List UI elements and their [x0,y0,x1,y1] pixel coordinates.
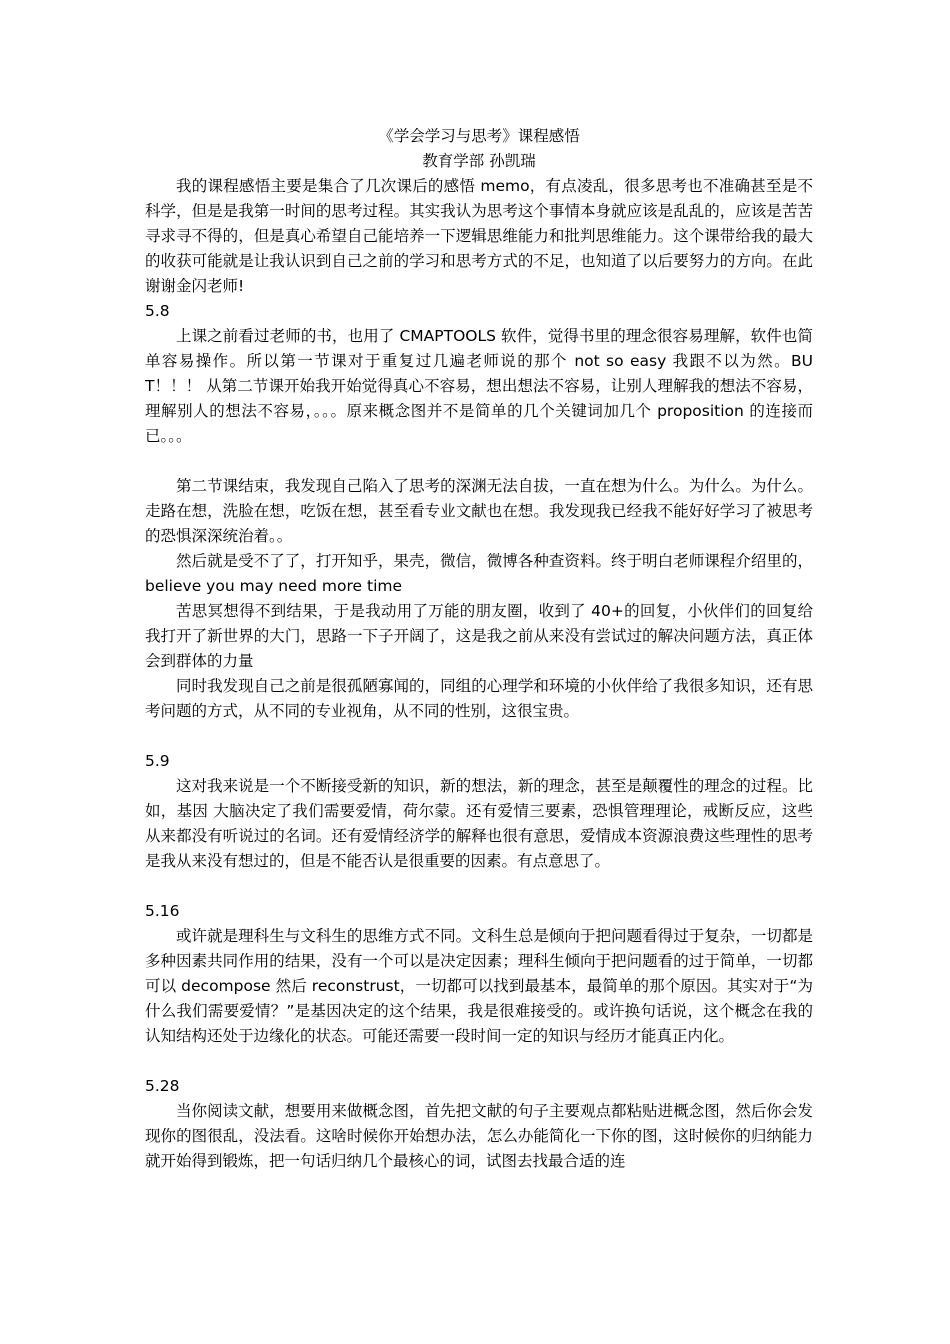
section-date: 5.28 [145,1077,180,1095]
blank-line [145,1049,813,1074]
section-paragraph: 第二节课结束，我发现自己陷入了思考的深渊无法自拔，一直在想为什么。为什么。为什么。走路在想，洗脸在想，吃饭在想，甚至看专业文献也在想。我发现我已经我不能好好学习了被思考的恐惧深深统治着。。 [145,477,813,545]
section-paragraph: 上课之前看过老师的书，也用了 CMAPTOOLS 软件，觉得书里的理念很容易理解，软件也简单容易操作。所以第一节课对于重复过几遍老师说的那个 not so easy 我跟不以为然。BUT！！！ 从第二节课开始我开始觉得真心不容易，想出想法不容易，让别人理解我的想法不容易，理解别人的想法不容易，。。。原来概念图并不是简单的几个关键词加几个 proposition 的连接而已。。。 [145,327,813,445]
intro-paragraph: 我的课程感悟主要是集合了几次课后的感悟 memo，有点凌乱，很多思考也不准确甚至是不科学，但是是我第一时间的思考过程。其实我认为思考这个事情本身就应该是乱乱的，应该是苦苦寻求寻不得的，但是真心希望自己能培养一下逻辑思维能力和批判思维能力。这个课带给我的最大的收获可能就是让我认识到自己之前的学习和思考方式的不足，也知道了以后要努力的方向。在此谢谢金闪老师! [145,177,813,295]
document-page [145,124,813,1174]
blank-line [145,449,813,474]
blank-line [145,874,813,899]
document-author: 教育学部 孙凯瑞 [422,152,536,170]
section-date: 5.9 [145,752,170,770]
section-paragraph: 然后就是受不了了，打开知乎，果壳，微信，微博各种查资料。终于明白老师课程介绍里的，believe you may need more time [145,552,813,595]
section-date: 5.8 [145,302,170,320]
section-paragraph: 或许就是理科生与文科生的思维方式不同。文科生总是倾向于把问题看得过于复杂，一切都是多种因素共同作用的结果，没有一个可以是决定因素；理科生倾向于把问题看的过于简单，一切都可以 decompose 然后 reconstrust，一切都可以找到最基本，最简单的那个原因。其实对于“为什么我们需要爱情？”是基因决定的这个结果，我是很难接受的。或许换句话说，这个概念在我的认知结构还处于边缘化的状态。可能还需要一段时间一定的知识与经历才能真正内化。 [145,927,813,1045]
section-date: 5.16 [145,902,180,920]
blank-line [145,724,813,749]
section-paragraph: 同时我发现自己之前是很孤陋寡闻的，同组的心理学和环境的小伙伴给了我很多知识，还有思考问题的方式，从不同的专业视角，从不同的性别，这很宝贵。 [145,677,813,720]
section-paragraph: 苦思冥想得不到结果，于是我动用了万能的朋友圈，收到了 40+的回复，小伙伴们的回复给我打开了新世界的大门，思路一下子开阔了，这是我之前从来没有尝试过的解决问题方法，真正体会到群体的力量 [145,602,813,670]
document-title: 《学会学习与思考》课程感悟 [378,127,580,145]
section-paragraph: 这对我来说是一个不断接受新的知识，新的想法，新的理念，甚至是颠覆性的理念的过程。比如，基因 大脑决定了我们需要爱情，荷尔蒙。还有爱情三要素，恐惧管理理论，戒断反应，这些从来都没有听说过的名词。还有爱情经济学的解释也很有意思，爱情成本资源浪费这些理性的思考是我从来没有想过的，但是不能否认是很重要的因素。有点意思了。 [145,777,813,870]
section-paragraph: 当你阅读文献，想要用来做概念图，首先把文献的句子主要观点都粘贴进概念图，然后你会发现你的图很乱，没法看。这啥时候你开始想办法，怎么办能简化一下你的图，这时候你的归纳能力就开始得到锻炼，把一句话归纳几个最核心的词，试图去找最合适的连 [145,1102,813,1170]
